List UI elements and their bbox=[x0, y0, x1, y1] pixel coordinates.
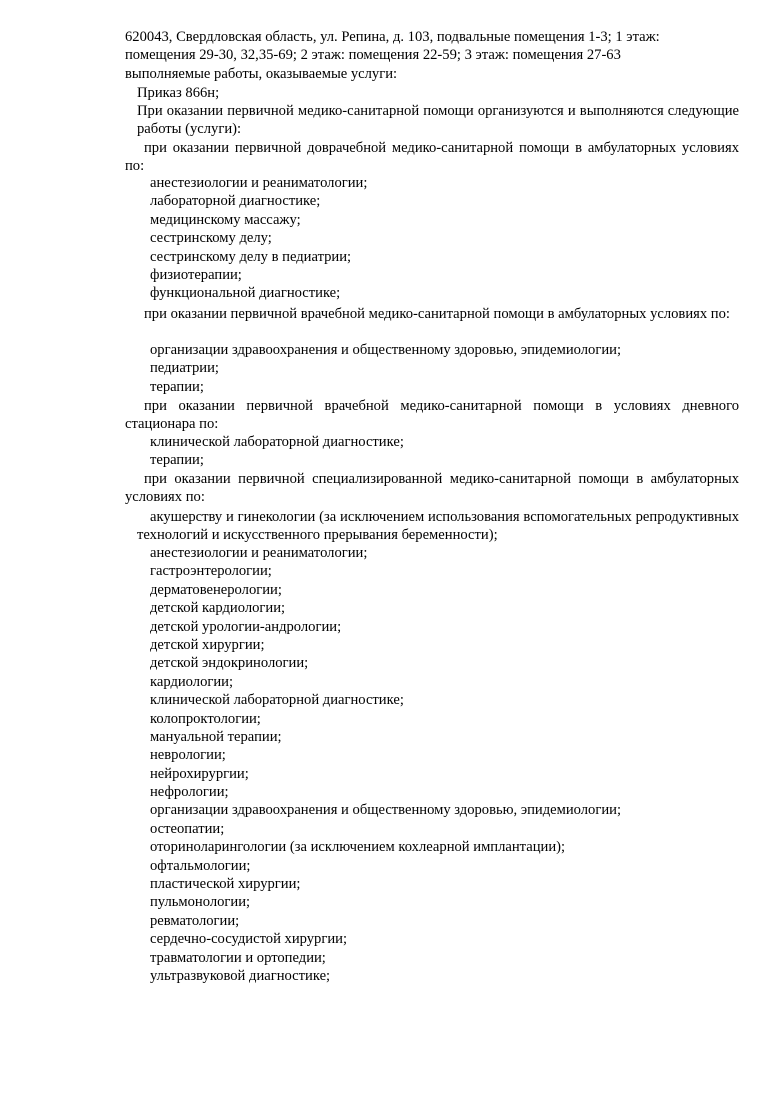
section-lead-item-4: акушерству и гинекологии (за исключением использования вспомогательных репродуктивных технологий и искусственного прерывания беременности); bbox=[137, 509, 739, 544]
section-list-2 bbox=[150, 341, 621, 396]
list-item: терапии; bbox=[150, 452, 204, 469]
list-item: сердечно-сосудистой хирургии; bbox=[150, 931, 348, 948]
list-item: травматологии и ортопедии; bbox=[150, 949, 326, 966]
list-item: оториноларингологии (за исключением кохлеарной имплантации); bbox=[150, 839, 566, 856]
list-item: медицинскому массажу; bbox=[150, 211, 301, 228]
list-item: физиотерапии; bbox=[150, 266, 242, 283]
list-item: колопроктологии; bbox=[150, 710, 261, 727]
section-heading-3: при оказании первичной врачебной медико-санитарной помощи в условиях дневного стационара по: bbox=[125, 398, 739, 433]
list-item: пластической хирургии; bbox=[150, 876, 301, 893]
list-item: организации здравоохранения и общественному здоровью, эпидемиологии; bbox=[150, 802, 622, 819]
section-heading-2: при оказании первичной врачебной медико-санитарной помощи в амбулаторных условиях по: bbox=[144, 306, 730, 322]
list-item: нефрологии; bbox=[150, 784, 229, 801]
list-item: клинической лабораторной диагностике; bbox=[150, 692, 404, 709]
intro-paragraph: При оказании первичной медико-санитарной помощи организуются и выполняются следующие работы (услуги): bbox=[137, 103, 739, 138]
list-item: лабораторной диагностике; bbox=[150, 193, 321, 210]
list-item: детской урологии-андрологии; bbox=[150, 618, 342, 635]
list-item: ревматологии; bbox=[150, 912, 240, 929]
order-reference: Приказ 866н; bbox=[137, 85, 220, 101]
list-item: организации здравоохранения и общественному здоровью, эпидемиологии; bbox=[150, 342, 622, 358]
list-item: дерматовенерологии; bbox=[150, 581, 282, 598]
list-item: мануальной терапии; bbox=[150, 728, 282, 745]
list-item: офтальмологии; bbox=[150, 857, 251, 874]
list-item: терапии; bbox=[150, 378, 204, 395]
address-text: 620043, Свердловская область, ул. Репина, д. 103, подвальные помещения 1-3; 1 этаж: помещения 29-30, 32,35-69; 2 этаж: помещения 22-59; 3 этаж: помещения 27-63 bbox=[125, 29, 660, 64]
list-item: остеопатии; bbox=[150, 820, 225, 837]
section-heading-1: при оказании первичной доврачебной медико-санитарной помощи в амбулаторных условиях по: bbox=[125, 140, 739, 175]
section-list-4 bbox=[150, 544, 621, 985]
list-item: детской хирургии; bbox=[150, 636, 265, 653]
list-item: анестезиологии и реаниматологии; bbox=[150, 175, 368, 191]
list-item: педиатрии; bbox=[150, 360, 219, 377]
list-item: ультразвуковой диагностике; bbox=[150, 967, 331, 984]
list-item: сестринскому делу; bbox=[150, 230, 272, 247]
list-item: клинической лабораторной диагностике; bbox=[150, 434, 404, 450]
list-item: нейрохирургии; bbox=[150, 765, 249, 782]
list-item: сестринскому делу в педиатрии; bbox=[150, 248, 352, 265]
section-list-3 bbox=[150, 433, 404, 470]
section-heading-4: при оказании первичной специализированной медико-санитарной помощи в амбулаторных условиях по: bbox=[125, 471, 739, 506]
list-item: гастроэнтерологии; bbox=[150, 563, 272, 580]
list-item: детской эндокринологии; bbox=[150, 655, 309, 672]
section-list-1 bbox=[150, 174, 367, 303]
list-item: анестезиологии и реаниматологии; bbox=[150, 545, 368, 561]
list-item: кардиологии; bbox=[150, 673, 234, 690]
works-label: выполняемые работы, оказываемые услуги: bbox=[125, 66, 398, 82]
list-item: пульмонологии; bbox=[150, 894, 251, 911]
list-item: функциональной диагностике; bbox=[150, 285, 341, 302]
list-item: детской кардиологии; bbox=[150, 600, 286, 617]
list-item: неврологии; bbox=[150, 747, 226, 764]
